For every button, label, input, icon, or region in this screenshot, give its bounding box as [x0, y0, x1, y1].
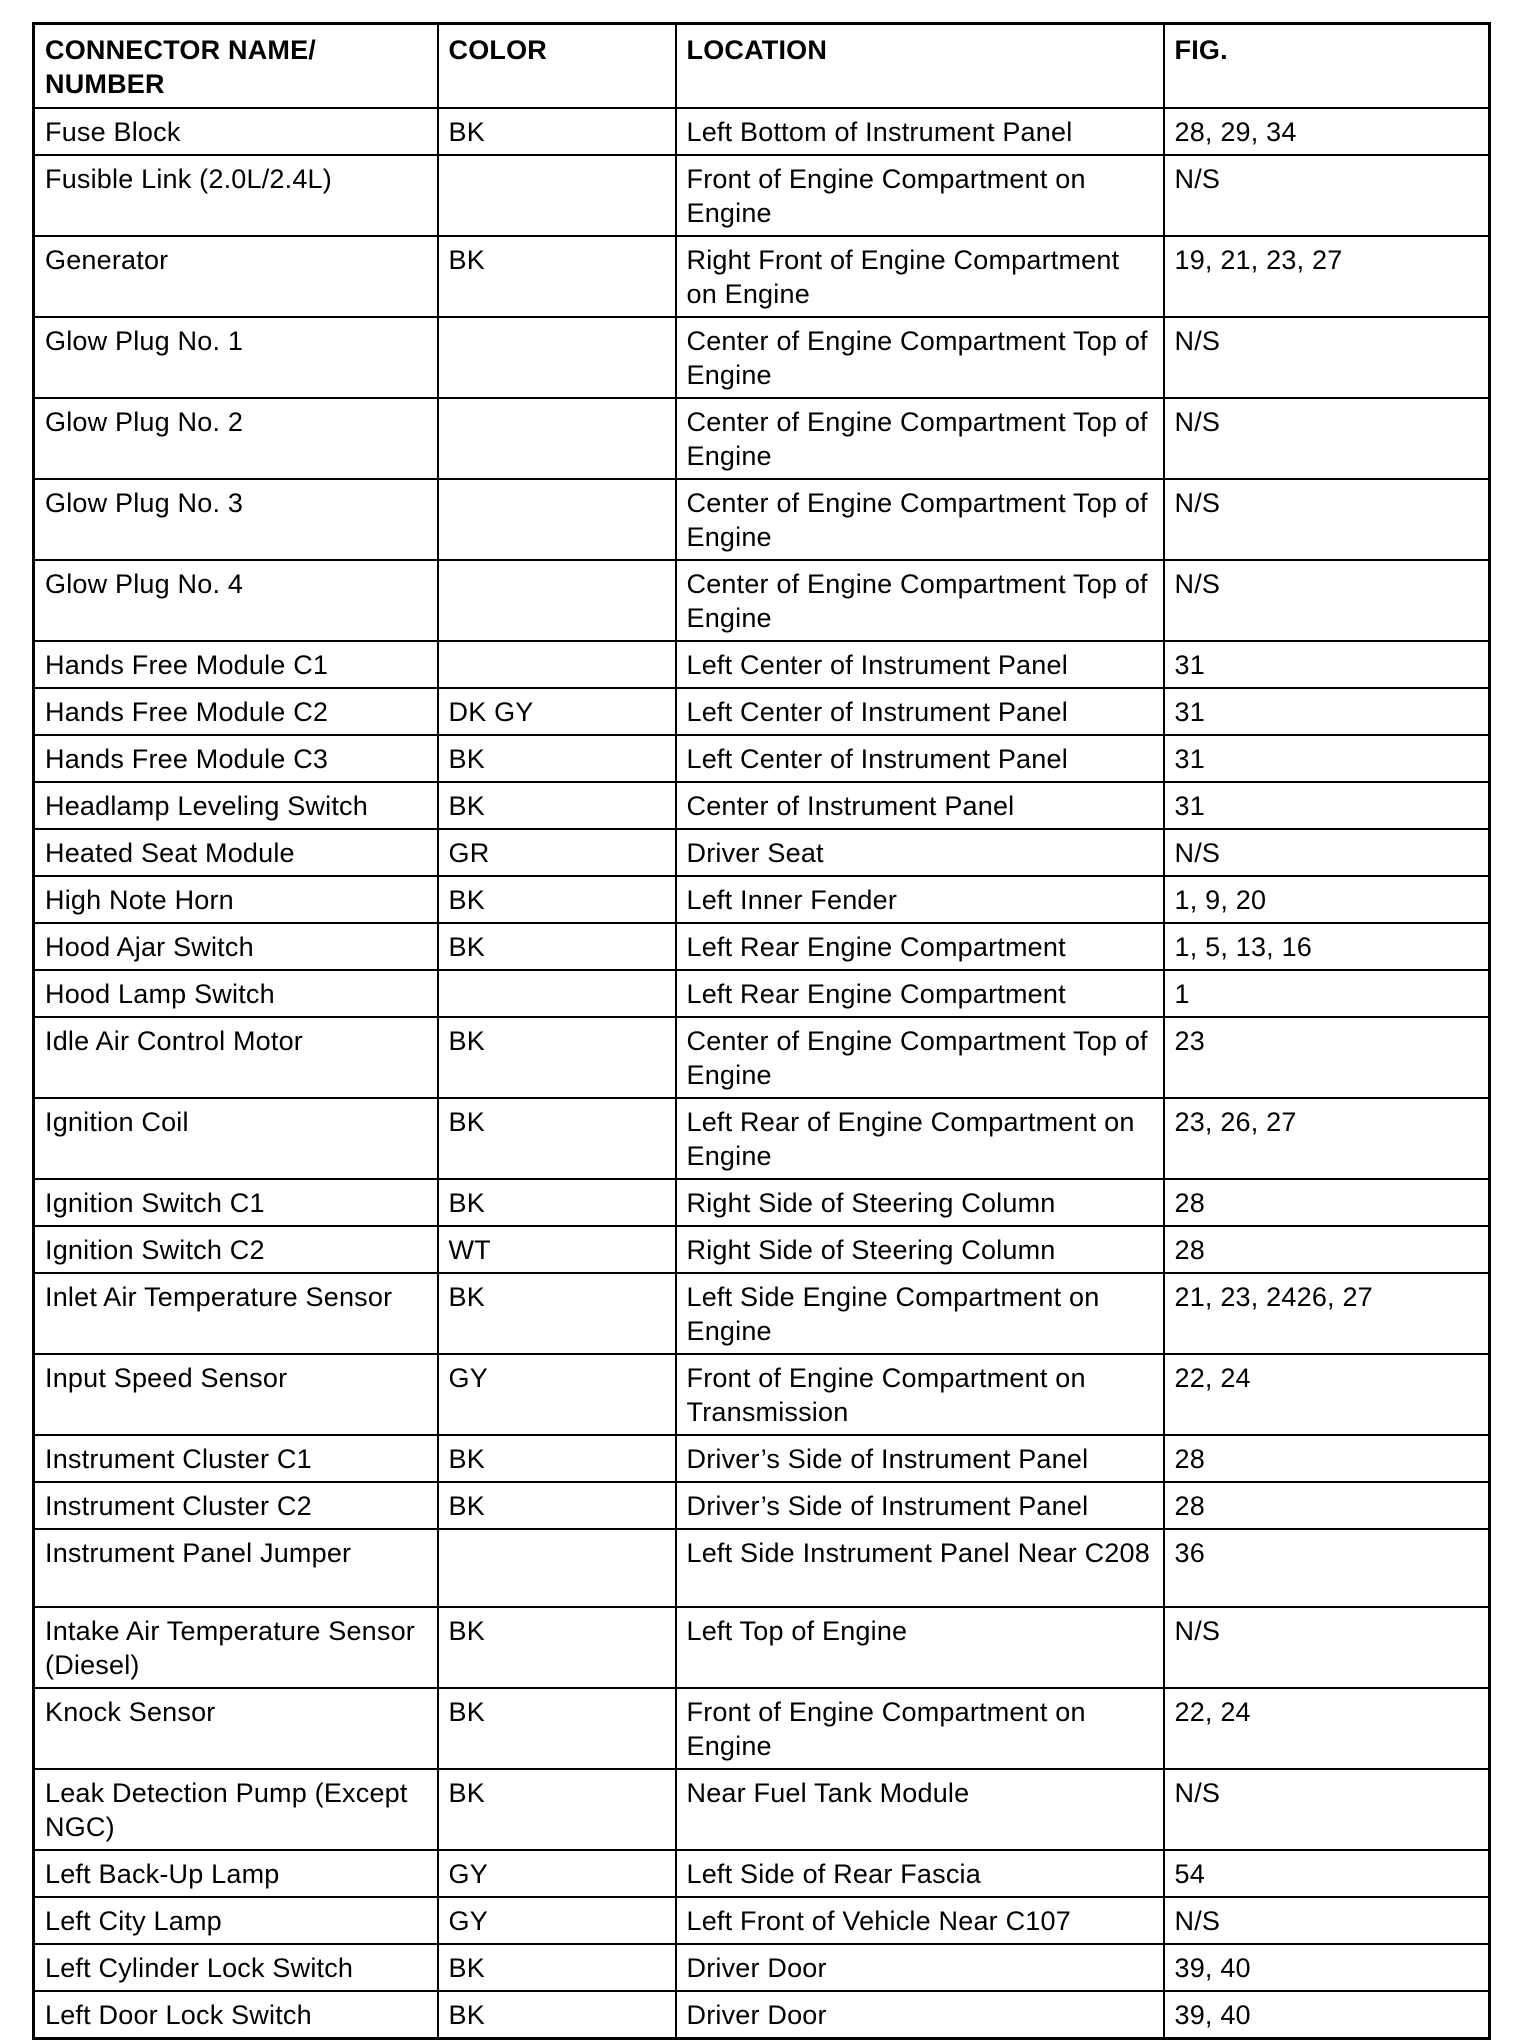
- cell-fig: 21, 23, 2426, 27: [1164, 1273, 1490, 1354]
- table-row: [34, 155, 1490, 236]
- cell-color: [438, 1529, 676, 1607]
- cell-connector-name: Headlamp Leveling Switch: [34, 782, 438, 829]
- cell-connector-name: High Note Horn: [34, 876, 438, 923]
- cell-color: GY: [438, 1897, 676, 1944]
- cell-fig: 39, 40: [1164, 1991, 1490, 2039]
- cell-connector-name: Instrument Cluster C1: [34, 1435, 438, 1482]
- cell-connector-name: Input Speed Sensor: [34, 1354, 438, 1435]
- cell-fig: 31: [1164, 641, 1490, 688]
- cell-fig: 39, 40: [1164, 1944, 1490, 1991]
- cell-location: Driver’s Side of Instrument Panel: [676, 1482, 1164, 1529]
- cell-fig: N/S: [1164, 1769, 1490, 1850]
- cell-color: BK: [438, 1688, 676, 1769]
- cell-color: [438, 155, 676, 236]
- cell-connector-name: Fuse Block: [34, 108, 438, 155]
- cell-fig: 1, 5, 13, 16: [1164, 923, 1490, 970]
- cell-location: Driver’s Side of Instrument Panel: [676, 1435, 1164, 1482]
- table-row: [34, 1354, 1490, 1435]
- cell-location: Front of Engine Compartment on Engine: [676, 155, 1164, 236]
- cell-connector-name: Hands Free Module C1: [34, 641, 438, 688]
- table-row: [34, 560, 1490, 641]
- cell-color: BK: [438, 1944, 676, 1991]
- table-row: [34, 782, 1490, 829]
- cell-location: Center of Engine Compartment Top of Engine: [676, 1017, 1164, 1098]
- cell-color: [438, 560, 676, 641]
- cell-connector-name: Instrument Cluster C2: [34, 1482, 438, 1529]
- cell-color: BK: [438, 108, 676, 155]
- table-row: [34, 1850, 1490, 1897]
- cell-color: [438, 641, 676, 688]
- table-row: [34, 688, 1490, 735]
- cell-connector-name: Intake Air Temperature Sensor (Diesel): [34, 1607, 438, 1688]
- cell-fig: N/S: [1164, 1897, 1490, 1944]
- cell-fig: 31: [1164, 782, 1490, 829]
- cell-location: Driver Door: [676, 1944, 1164, 1991]
- cell-color: BK: [438, 1607, 676, 1688]
- table-row: [34, 479, 1490, 560]
- cell-fig: N/S: [1164, 479, 1490, 560]
- cell-color: [438, 479, 676, 560]
- cell-color: BK: [438, 1179, 676, 1226]
- cell-color: BK: [438, 1017, 676, 1098]
- table-row: [34, 1179, 1490, 1226]
- cell-connector-name: Knock Sensor: [34, 1688, 438, 1769]
- cell-color: BK: [438, 1098, 676, 1179]
- cell-connector-name: Hands Free Module C3: [34, 735, 438, 782]
- cell-color: BK: [438, 923, 676, 970]
- cell-location: Left Top of Engine: [676, 1607, 1164, 1688]
- table-row: [34, 1435, 1490, 1482]
- cell-location: Left Inner Fender: [676, 876, 1164, 923]
- table-row: [34, 735, 1490, 782]
- cell-connector-name: Left Cylinder Lock Switch: [34, 1944, 438, 1991]
- cell-connector-name: Glow Plug No. 2: [34, 398, 438, 479]
- cell-color: [438, 317, 676, 398]
- cell-fig: 23, 26, 27: [1164, 1098, 1490, 1179]
- header-connector-name: CONNECTOR NAME/ NUMBER: [34, 24, 438, 109]
- table-row: [34, 317, 1490, 398]
- cell-location: Left Front of Vehicle Near C107: [676, 1897, 1164, 1944]
- table-row: [34, 1991, 1490, 2039]
- cell-color: BK: [438, 735, 676, 782]
- cell-color: BK: [438, 876, 676, 923]
- cell-fig: 1, 9, 20: [1164, 876, 1490, 923]
- cell-location: Driver Seat: [676, 829, 1164, 876]
- cell-fig: 28: [1164, 1435, 1490, 1482]
- header-location: LOCATION: [676, 24, 1164, 109]
- cell-connector-name: Hands Free Module C2: [34, 688, 438, 735]
- cell-location: Near Fuel Tank Module: [676, 1769, 1164, 1850]
- cell-color: [438, 970, 676, 1017]
- table-row: [34, 1607, 1490, 1688]
- cell-connector-name: Inlet Air Temperature Sensor: [34, 1273, 438, 1354]
- header-color: COLOR: [438, 24, 676, 109]
- cell-connector-name: Instrument Panel Jumper: [34, 1529, 438, 1607]
- table-row: [34, 829, 1490, 876]
- cell-color: DK GY: [438, 688, 676, 735]
- cell-location: Left Side of Rear Fascia: [676, 1850, 1164, 1897]
- cell-color: WT: [438, 1226, 676, 1273]
- cell-fig: 22, 24: [1164, 1354, 1490, 1435]
- cell-location: Left Rear Engine Compartment: [676, 923, 1164, 970]
- table-row: [34, 1529, 1490, 1607]
- cell-color: BK: [438, 236, 676, 317]
- cell-connector-name: Glow Plug No. 4: [34, 560, 438, 641]
- cell-location: Left Rear Engine Compartment: [676, 970, 1164, 1017]
- cell-connector-name: Heated Seat Module: [34, 829, 438, 876]
- cell-connector-name: Ignition Switch C2: [34, 1226, 438, 1273]
- cell-fig: 28: [1164, 1482, 1490, 1529]
- cell-fig: N/S: [1164, 560, 1490, 641]
- cell-location: Center of Engine Compartment Top of Engine: [676, 317, 1164, 398]
- table-row: [34, 236, 1490, 317]
- cell-color: BK: [438, 1991, 676, 2039]
- cell-connector-name: Left City Lamp: [34, 1897, 438, 1944]
- table-row: [34, 1688, 1490, 1769]
- cell-connector-name: Generator: [34, 236, 438, 317]
- table-row: [34, 1273, 1490, 1354]
- cell-color: BK: [438, 782, 676, 829]
- cell-fig: 19, 21, 23, 27: [1164, 236, 1490, 317]
- cell-location: Driver Door: [676, 1991, 1164, 2039]
- cell-fig: 22, 24: [1164, 1688, 1490, 1769]
- cell-color: BK: [438, 1769, 676, 1850]
- cell-location: Front of Engine Compartment on Engine: [676, 1688, 1164, 1769]
- cell-fig: 31: [1164, 735, 1490, 782]
- cell-connector-name: Hood Ajar Switch: [34, 923, 438, 970]
- cell-location: Right Front of Engine Compartment on Engine: [676, 236, 1164, 317]
- cell-location: Right Side of Steering Column: [676, 1226, 1164, 1273]
- cell-fig: 28, 29, 34: [1164, 108, 1490, 155]
- cell-connector-name: Ignition Switch C1: [34, 1179, 438, 1226]
- cell-connector-name: Fusible Link (2.0L/2.4L): [34, 155, 438, 236]
- connector-location-table-container: [32, 22, 1488, 2040]
- cell-location: Left Center of Instrument Panel: [676, 688, 1164, 735]
- cell-location: Center of Instrument Panel: [676, 782, 1164, 829]
- cell-fig: 54: [1164, 1850, 1490, 1897]
- table-header-row: [34, 24, 1490, 109]
- cell-color: GY: [438, 1354, 676, 1435]
- cell-connector-name: Idle Air Control Motor: [34, 1017, 438, 1098]
- cell-location: Front of Engine Compartment on Transmission: [676, 1354, 1164, 1435]
- cell-location: Left Side Engine Compartment on Engine: [676, 1273, 1164, 1354]
- cell-connector-name: Hood Lamp Switch: [34, 970, 438, 1017]
- table-row: [34, 1017, 1490, 1098]
- cell-connector-name: Left Door Lock Switch: [34, 1991, 438, 2039]
- table-row: [34, 108, 1490, 155]
- table-row: [34, 876, 1490, 923]
- cell-location: Left Center of Instrument Panel: [676, 735, 1164, 782]
- table-row: [34, 1897, 1490, 1944]
- cell-fig: 28: [1164, 1179, 1490, 1226]
- cell-connector-name: Ignition Coil: [34, 1098, 438, 1179]
- cell-connector-name: Glow Plug No. 3: [34, 479, 438, 560]
- cell-fig: 1: [1164, 970, 1490, 1017]
- table-row: [34, 1944, 1490, 1991]
- header-fig: FIG.: [1164, 24, 1490, 109]
- cell-fig: N/S: [1164, 317, 1490, 398]
- table-row: [34, 1226, 1490, 1273]
- table-row: [34, 1098, 1490, 1179]
- cell-fig: 23: [1164, 1017, 1490, 1098]
- cell-location: Center of Engine Compartment Top of Engine: [676, 398, 1164, 479]
- table-row: [34, 1769, 1490, 1850]
- cell-location: Left Bottom of Instrument Panel: [676, 108, 1164, 155]
- table-row: [34, 1482, 1490, 1529]
- cell-fig: N/S: [1164, 829, 1490, 876]
- cell-color: BK: [438, 1273, 676, 1354]
- cell-color: BK: [438, 1482, 676, 1529]
- cell-color: GY: [438, 1850, 676, 1897]
- cell-location: Right Side of Steering Column: [676, 1179, 1164, 1226]
- cell-location: Left Rear of Engine Compartment on Engine: [676, 1098, 1164, 1179]
- cell-location: Center of Engine Compartment Top of Engine: [676, 560, 1164, 641]
- cell-color: GR: [438, 829, 676, 876]
- cell-location: Left Center of Instrument Panel: [676, 641, 1164, 688]
- cell-fig: N/S: [1164, 1607, 1490, 1688]
- cell-fig: 28: [1164, 1226, 1490, 1273]
- cell-color: [438, 398, 676, 479]
- table-row: [34, 923, 1490, 970]
- connector-location-table: [32, 22, 1491, 2040]
- cell-fig: N/S: [1164, 398, 1490, 479]
- cell-connector-name: Glow Plug No. 1: [34, 317, 438, 398]
- cell-fig: 31: [1164, 688, 1490, 735]
- cell-location: Center of Engine Compartment Top of Engine: [676, 479, 1164, 560]
- table-row: [34, 398, 1490, 479]
- table-row: [34, 970, 1490, 1017]
- cell-fig: 36: [1164, 1529, 1490, 1607]
- cell-location: Left Side Instrument Panel Near C208: [676, 1529, 1164, 1607]
- cell-connector-name: Left Back-Up Lamp: [34, 1850, 438, 1897]
- cell-fig: N/S: [1164, 155, 1490, 236]
- cell-connector-name: Leak Detection Pump (Except NGC): [34, 1769, 438, 1850]
- table-row: [34, 641, 1490, 688]
- cell-color: BK: [438, 1435, 676, 1482]
